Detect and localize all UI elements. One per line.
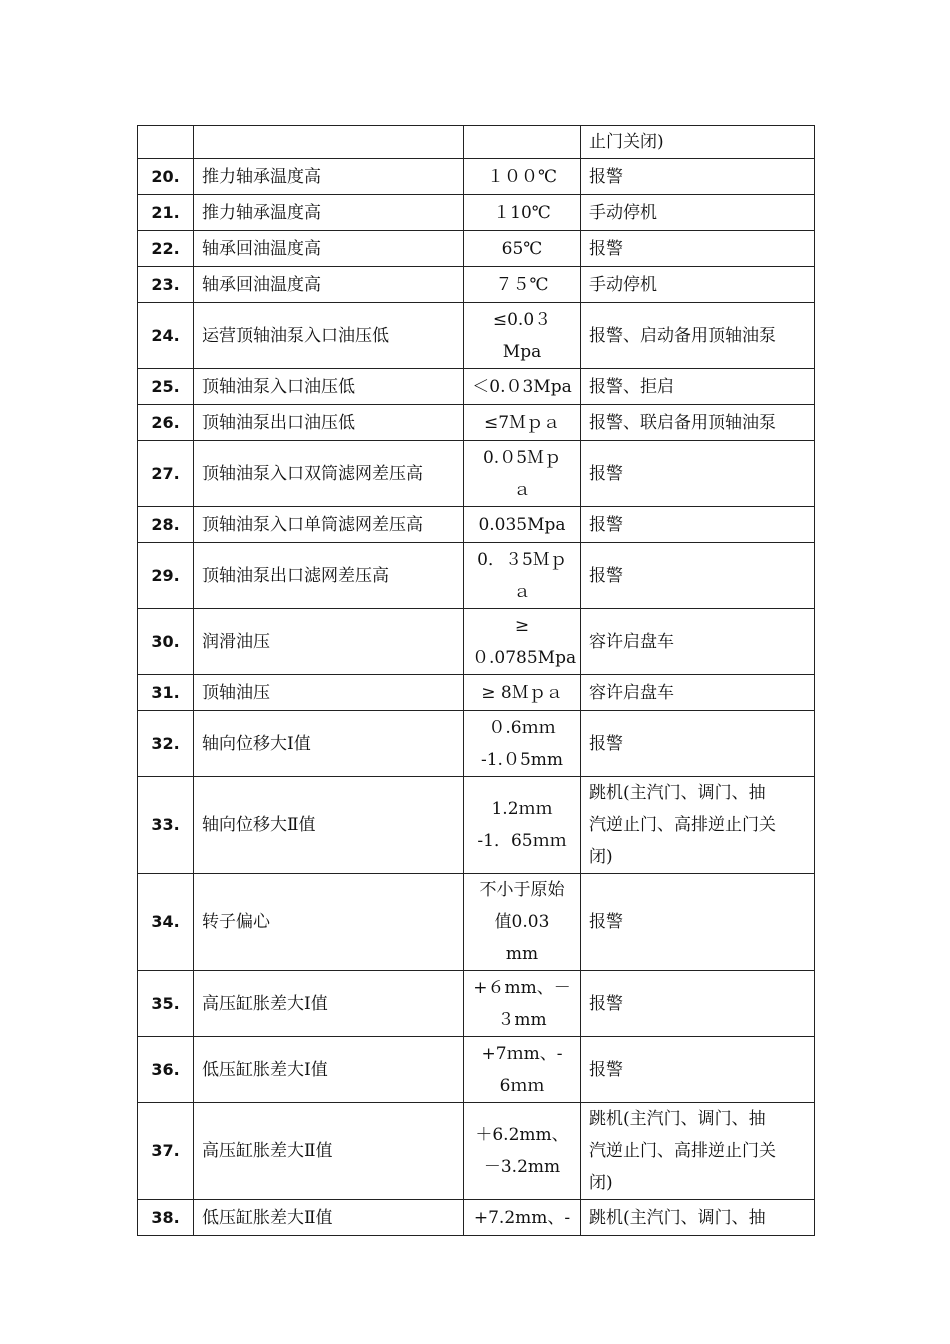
parameter-name: 轴承回油温度高: [194, 231, 464, 267]
row-number: [138, 126, 194, 159]
table-row: [138, 507, 815, 543]
table-row: [138, 126, 815, 159]
row-number: 20.: [138, 159, 194, 195]
parameter-name: 转子偏心: [194, 874, 464, 971]
setpoint-value: 0.０5Ｍｐ ａ: [464, 441, 581, 507]
parameter-name: [194, 126, 464, 159]
parameter-name: 高压缸胀差大Ⅱ值: [194, 1103, 464, 1200]
parameter-name: 顶轴油泵入口油压低: [194, 369, 464, 405]
parameter-name: 推力轴承温度高: [194, 159, 464, 195]
parameter-name: 顶轴油泵入口双筒滤网差压高: [194, 441, 464, 507]
table-row: [138, 777, 815, 874]
action-text: 跳机(主汽门、调门、抽: [581, 1200, 815, 1236]
setpoint-value: +６mm、－ ３mm: [464, 971, 581, 1037]
row-number: 28.: [138, 507, 194, 543]
setpoint-value: ＜0.０3Mpa: [464, 369, 581, 405]
action-text: 报警: [581, 231, 815, 267]
table-row: [138, 971, 815, 1037]
table-row: [138, 1037, 815, 1103]
row-number: 27.: [138, 441, 194, 507]
parameter-name: 顶轴油泵出口油压低: [194, 405, 464, 441]
table-row: [138, 267, 815, 303]
setpoint-value: 不小于原始 值0.03 mm: [464, 874, 581, 971]
row-number: 31.: [138, 675, 194, 711]
table-row: [138, 159, 815, 195]
row-number: 37.: [138, 1103, 194, 1200]
parameter-name: 推力轴承温度高: [194, 195, 464, 231]
action-text: 报警、拒启: [581, 369, 815, 405]
parameter-name: 运营顶轴油泵入口油压低: [194, 303, 464, 369]
table-row: [138, 231, 815, 267]
row-number: 23.: [138, 267, 194, 303]
setpoint-value: +7ｍm、- 6ｍｍ: [464, 1037, 581, 1103]
table-row: [138, 303, 815, 369]
row-number: 33.: [138, 777, 194, 874]
parameter-name: 低压缸胀差大Ⅰ值: [194, 1037, 464, 1103]
action-text: 跳机(主汽门、调门、抽 汽逆止门、高排逆止门关 闭): [581, 777, 815, 874]
action-text: 报警: [581, 441, 815, 507]
action-text: 报警: [581, 1037, 815, 1103]
table-row: [138, 1103, 815, 1200]
table-row: [138, 369, 815, 405]
protection-settings-table: [137, 125, 815, 1236]
table-row: [138, 711, 815, 777]
row-number: 38.: [138, 1200, 194, 1236]
action-text: 跳机(主汽门、调门、抽 汽逆止门、高排逆止门关 闭): [581, 1103, 815, 1200]
row-number: 30.: [138, 609, 194, 675]
action-text: 手动停机: [581, 267, 815, 303]
setpoint-value: 1.2ｍｍ -1．65ｍｍ: [464, 777, 581, 874]
setpoint-value: １10℃: [464, 195, 581, 231]
setpoint-value: ≤7Ｍｐａ: [464, 405, 581, 441]
action-text: 止门关闭): [581, 126, 815, 159]
parameter-name: 低压缸胀差大Ⅱ值: [194, 1200, 464, 1236]
table-row: [138, 441, 815, 507]
action-text: 报警、启动备用顶轴油泵: [581, 303, 815, 369]
table-row: [138, 1200, 815, 1236]
setpoint-value: ≥ ０.0785Mpa: [464, 609, 581, 675]
row-number: 26.: [138, 405, 194, 441]
parameter-name: 轴向位移大Ⅱ值: [194, 777, 464, 874]
row-number: 32.: [138, 711, 194, 777]
parameter-name: 顶轴油泵入口单筒滤网差压高: [194, 507, 464, 543]
setpoint-value: ≥ 8Ｍｐａ: [464, 675, 581, 711]
action-text: 报警: [581, 543, 815, 609]
setpoint-value: ＋6.2mm、 －3.2mm: [464, 1103, 581, 1200]
table-row: [138, 195, 815, 231]
row-number: 34.: [138, 874, 194, 971]
parameter-name: 轴承回油温度高: [194, 267, 464, 303]
table-row: [138, 675, 815, 711]
setpoint-value: 0．３5Ｍｐ ａ: [464, 543, 581, 609]
action-text: 报警: [581, 159, 815, 195]
row-number: 25.: [138, 369, 194, 405]
parameter-name: 润滑油压: [194, 609, 464, 675]
setpoint-value: ≤0.0３ Mpa: [464, 303, 581, 369]
row-number: 24.: [138, 303, 194, 369]
table-row: [138, 405, 815, 441]
table-row: [138, 609, 815, 675]
action-text: 报警: [581, 507, 815, 543]
setpoint-value: +7.2mm、-: [464, 1200, 581, 1236]
table-body: [138, 126, 815, 1236]
action-text: 容许启盘车: [581, 675, 815, 711]
parameter-name: 顶轴油泵出口滤网差压高: [194, 543, 464, 609]
setpoint-value: ０.6ｍｍ -1.０5mm: [464, 711, 581, 777]
setpoint-value: １００℃: [464, 159, 581, 195]
action-text: 容许启盘车: [581, 609, 815, 675]
action-text: 手动停机: [581, 195, 815, 231]
table-row: [138, 874, 815, 971]
action-text: 报警: [581, 874, 815, 971]
setpoint-value: ７５℃: [464, 267, 581, 303]
setpoint-value: 0.035Mpa: [464, 507, 581, 543]
table-row: [138, 543, 815, 609]
row-number: 35.: [138, 971, 194, 1037]
parameter-name: 顶轴油压: [194, 675, 464, 711]
setpoint-value: [464, 126, 581, 159]
row-number: 36.: [138, 1037, 194, 1103]
row-number: 21.: [138, 195, 194, 231]
action-text: 报警、联启备用顶轴油泵: [581, 405, 815, 441]
action-text: 报警: [581, 971, 815, 1037]
row-number: 29.: [138, 543, 194, 609]
setpoint-value: 65℃: [464, 231, 581, 267]
parameter-name: 轴向位移大Ⅰ值: [194, 711, 464, 777]
row-number: 22.: [138, 231, 194, 267]
parameter-name: 高压缸胀差大Ⅰ值: [194, 971, 464, 1037]
action-text: 报警: [581, 711, 815, 777]
